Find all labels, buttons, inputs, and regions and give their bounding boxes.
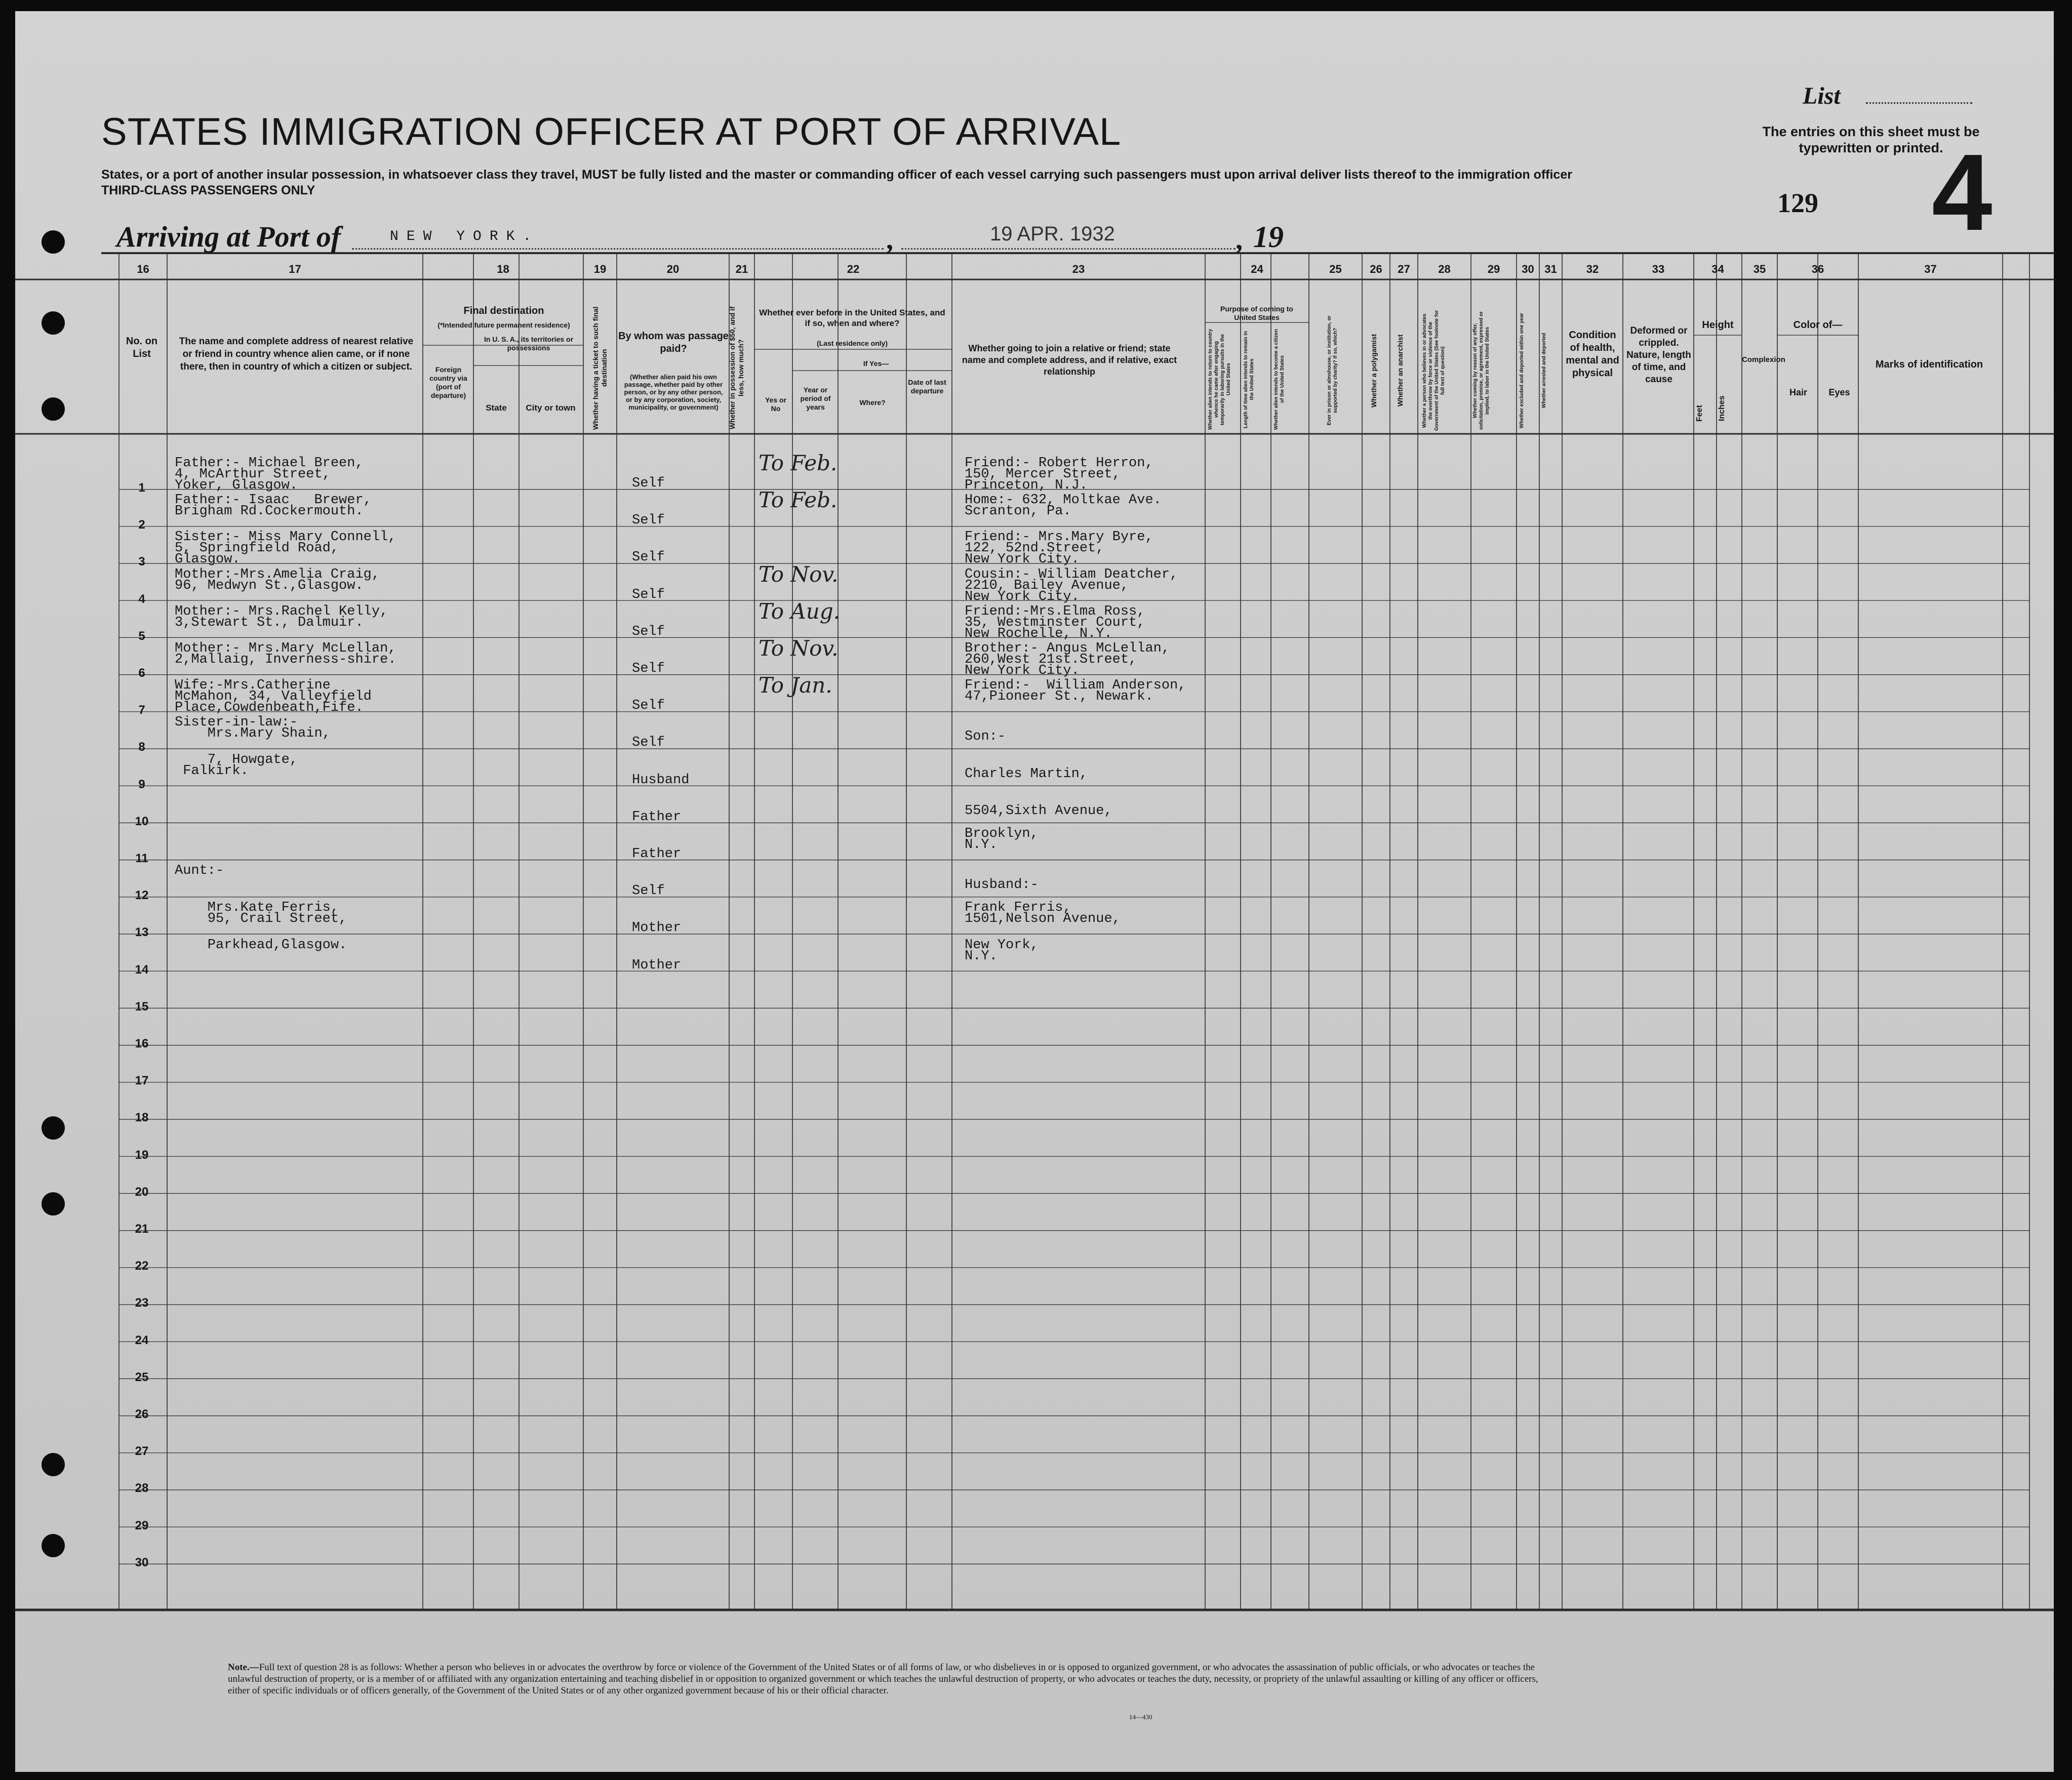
manifest-sheet [15,11,2054,1772]
header-instructions [101,167,1572,198]
relative-address-line: Glasgow. [175,552,241,568]
header-in-usa: In U. S. A., its territories or possessions [484,335,574,352]
relative-address-line: Mother:- Mrs.Mary McLellan, [175,641,396,656]
joining-contact-line: New York, [965,937,1039,953]
punch-hole [42,311,65,335]
handwritten-annotation: To Nov. [759,561,839,587]
joining-contact-line: 122, 52nd.Street, [965,541,1104,556]
joining-contact-line: 260,West 21st.Street, [965,652,1137,667]
joining-contact-line: Friend:- Robert Herron, [965,456,1153,471]
column-number-18: 18 [497,263,509,275]
column-number-36: 36 [1811,263,1824,275]
page-title: STATES IMMIGRATION OFFICER AT PORT OF ARRIVAL [101,110,1122,153]
header-ticket: Whether having a ticket to such final destination [591,306,608,430]
joining-contact-line: Home:- 632, Moltkae Ave. [965,493,1162,508]
relative-address-line: Sister:- Miss Mary Connell, [175,530,396,545]
punch-hole [42,1453,65,1476]
relative-address-line: 95, Crail Street, [175,911,347,927]
passage-paid-by: Father [632,809,682,825]
column-number-20: 20 [666,263,680,275]
date-dotted-line [901,248,1236,250]
header-joining: Whether going to join a relative or friend; state name and complete address, and if relative, exact relationship [962,343,1177,377]
row-number: 2 [138,518,145,532]
relative-address-line: Mrs.Mary Shain, [175,726,331,742]
column-number-37: 37 [1924,263,1937,275]
column-number-29: 29 [1487,263,1500,275]
header-prison: Ever in prison or almshouse, or institution, or supported by charity? If so, which? [1327,315,1338,426]
joining-contact-line: 47,Pioneer St., Newark. [965,689,1153,705]
header-if-yes: If Yes— [863,359,889,368]
header-feet: Feet [1695,405,1704,422]
relative-address-line: Brigham Rd.Cockermouth. [175,504,364,519]
header-polygamist: Whether a polygamist [1370,334,1378,408]
column-number-26: 26 [1370,263,1382,275]
comma-mark: , [1236,224,1243,256]
passage-paid-by: Husband [632,772,690,788]
header-no-on-list: No. on List [126,336,158,359]
joining-contact-line: Husband:- [965,877,1039,893]
form-number: 14—430 [1129,1713,1152,1721]
column-number-32: 32 [1586,263,1599,275]
list-label: List [1803,83,1841,109]
passage-paid-by: Self [632,698,665,714]
row-number: 12 [135,888,149,903]
column-number-17: 17 [289,263,301,275]
header-state: State [486,403,507,413]
joining-contact-line: N.Y. [965,837,998,853]
passage-paid-by: Mother [632,957,682,973]
row-number: 17 [135,1074,149,1088]
column-number-30: 30 [1522,263,1534,275]
relative-address-line: Parkhead,Glasgow. [175,937,347,953]
relative-address-line: 5, Springfield Road, [175,541,339,556]
header-purpose: Purpose of coming to United States [1220,305,1293,321]
row-number: 26 [135,1407,149,1421]
passage-paid-by: Self [632,513,665,529]
column-number-23: 23 [1072,263,1085,275]
row-number: 22 [135,1259,149,1273]
header-purpose-length: Length of time alien intends to remain in the United States [1243,331,1255,428]
footnote [228,1662,1544,1696]
header-final-destination: Final destination [463,305,544,316]
column-number-31: 31 [1544,263,1557,275]
year-prefix: 19 [1253,220,1284,254]
row-number: 24 [135,1333,149,1347]
header-hair: Hair [1789,387,1807,397]
relative-address-line: Mrs.Kate Ferris, [175,900,339,916]
footnote-text: Full text of question 28 is as follows: Whether a person who believes in or advocates the overthrow by force or violence of the Government of the United States or of all forms of law, or who disbelieves in or is opposed to organized government, or who advocates the assassination of public officials, or who advocates or teaches the unlawful destruction of property, or is a member of or affiliated with any organization entertaining and teaching disbelief in or opposition to organized government or which teaches the unlawful destruction of property, or who advocates or teaches the duty, necessity, or propriety of the unlawful assaulting or killing of any officer or officers, either of specific individuals or of officers generally, of the Government of the United States or of any other organized government because of his or their official character. [228,1662,1538,1696]
joining-contact-line: New York City. [965,552,1080,568]
joining-contact-line: New Rochelle, N.Y. [965,626,1112,641]
relative-address-line: Father:- Isaac Brewer, [175,493,372,508]
column-number-33: 33 [1652,263,1665,275]
header-marks: Marks of identification [1875,359,1983,370]
joining-contact-line: Brother:- Angus McLellan, [965,641,1170,656]
handwritten-annotation: To Aug. [759,598,841,624]
joining-contact-line: Scranton, Pa. [965,504,1071,519]
header-last-residence: (Last residence only) [816,339,888,347]
header-excluded: Whether excluded and deported within one year [1519,313,1525,428]
passage-paid-by: Self [632,476,665,491]
header-complexion: Complexion [1742,355,1785,364]
joining-contact-line: Princeton, N.J. [965,478,1088,493]
header-eyes: Eyes [1828,387,1850,397]
header-departure-date: Date of last departure [908,378,946,395]
arrival-date-stamp: 19 APR. 1932 [990,223,1115,245]
row-number: 14 [135,962,149,977]
relative-address-line: 3,Stewart St., Dalmuir. [175,615,364,630]
header-arrested: Whether arrested and deported [1541,333,1547,409]
row-number: 19 [135,1148,149,1162]
row-number: 7 [138,703,145,717]
joining-contact-line: Cousin:- William Deatcher, [965,567,1178,582]
relative-address-line: 2,Mallaig, Inverness-shire. [175,652,396,667]
joining-contact-line: Friend:- Mrs.Mary Byre, [965,530,1153,545]
header-deformed: Deformed or crippled. Nature, length of time, and cause [1626,326,1691,385]
port-of-arrival: NEW YORK. [390,229,540,245]
handwritten-annotation: To Jan. [759,673,832,698]
row-number: 9 [138,777,145,791]
row-number: 8 [138,740,145,754]
header-years: Year or period of years [800,386,831,411]
column-number-35: 35 [1753,263,1766,275]
relative-address-line: Sister-in-law:- [175,715,298,731]
handwritten-annotation: To Nov. [759,636,839,661]
passage-paid-by: Self [632,661,665,676]
row-number: 4 [138,592,145,606]
header-yes-no: Yes or No [765,396,787,413]
header-color: Color of— [1793,319,1843,331]
relative-address-line: Mother:-Mrs.Amelia Craig, [175,567,380,582]
arriving-label: Arriving at Port of [116,220,341,253]
row-number: 15 [135,999,149,1014]
joining-contact-line: 35, Westminster Court, [965,615,1145,630]
list-number-line [1866,102,1972,104]
header-inches: Inches [1718,395,1726,422]
header-money: Whether in possession of $50, and if less, how much? [728,306,745,430]
relative-address-line: Falkirk. [175,763,249,779]
row-number: 27 [135,1444,149,1459]
punch-hole [42,1116,65,1140]
joining-contact-line: Frank Ferris, [965,900,1071,916]
relative-address-line: 4, McArthur Street, [175,467,331,482]
joining-contact-line: 5504,Sixth Avenue, [965,803,1112,819]
punch-hole [42,1192,65,1216]
column-number-19: 19 [593,263,607,275]
third-class-notice: THIRD-CLASS PASSENGERS ONLY [101,183,315,197]
comma-mark: , [886,224,893,256]
joining-contact-line: N.Y. [965,948,998,964]
punch-hole [42,230,65,254]
row-number: 10 [135,814,149,828]
passage-paid-by: Self [632,883,665,899]
row-number: 6 [138,666,145,680]
stamp-number: 129 [1777,188,1818,218]
row-number: 11 [135,852,148,865]
joining-contact-line: New York City. [965,663,1080,678]
header-labor-offer: Whether coming by reason of any offer, solicitation, promise, or agreement, expressed or implied, to labor in the United States [1472,311,1490,430]
header-passage-paid: By whom was passage paid? [618,331,729,354]
row-number: 18 [135,1111,149,1125]
header-nearest-relative: The name and complete address of nearest relative or friend in country whence alien came, or if none there, then in country of which a citizen or subject. [179,336,414,372]
header-purpose-citizen: Whether alien intends to become a citizen of the United States [1273,329,1285,430]
row-number: 3 [138,555,145,569]
relative-address-line: McMahon, 34, Valleyfield [175,689,372,705]
row-number: 21 [135,1222,149,1236]
joining-contact-line: Son:- [965,729,1006,745]
relative-address-line: Mother:- Mrs.Rachel Kelly, [175,603,388,619]
typewritten-note: The entries on this sheet must be typewritten or printed. [1762,124,1980,155]
joining-contact-line: Charles Martin, [965,766,1088,782]
row-number: 13 [135,925,149,940]
header-passage-paid-note: (Whether alien paid his own passage, whether paid by other person, or by any other person, or by any corporation, society, municipality, or government) [624,373,723,411]
header-overthrow: Whether a person who believes in or advocates the overthrow by force or violence of the Government of the United States (See footnote for full text of question) [1422,310,1446,431]
header-anarchist: Whether an anarchist [1396,334,1404,407]
handwritten-annotation: To Feb. [759,451,838,475]
joining-contact-line: 150, Mercer Street, [965,467,1121,482]
passage-paid-by: Mother [632,920,682,936]
column-number-21: 21 [735,263,748,275]
header-city: City or town [526,403,576,413]
column-number-25: 25 [1329,263,1342,275]
column-number-28: 28 [1438,263,1451,275]
header-height: Height [1702,319,1734,331]
joining-contact-line: Brooklyn, [965,826,1039,841]
relative-address-line: 7, Howgate, [175,752,298,767]
passage-paid-by: Self [632,587,665,602]
column-number-16: 16 [137,263,149,275]
header-foreign-country: Foreign country via (port of departure) [429,366,467,399]
relative-address-line: 96, Medwyn St.,Glasgow. [175,578,364,593]
passage-paid-by: Self [632,550,665,565]
handwritten-annotation: To Feb. [759,488,838,513]
row-number: 23 [135,1296,149,1310]
row-number: 1 [138,481,145,495]
column-number-22: 22 [847,263,860,275]
row-number: 30 [135,1555,149,1569]
punch-hole [42,397,65,421]
joining-contact-line: Friend:- William Anderson, [965,678,1186,694]
header-instructions-line-1: States, or a port of another insular possession, in whatsoever class they travel, MUST be fully listed and the master or commanding officer of each vessel carrying such passengers must upon arrival deliver lists thereof to the immigration officer [101,168,1572,182]
row-number: 16 [135,1037,149,1050]
row-number: 28 [135,1481,149,1495]
row-number: 5 [138,629,145,643]
joining-contact-line: Friend:-Mrs.Elma Ross, [965,603,1145,619]
footnote-label: Note.— [228,1662,259,1673]
punch-hole [42,1534,65,1557]
header-final-destination-note: (*Intended future permanent residence) [437,321,570,329]
row-number: 25 [135,1370,149,1384]
header-health: Condition of health, mental and physical [1566,330,1619,379]
column-number-34: 34 [1711,263,1724,275]
relative-address-line: Yoker, Glasgow. [175,478,298,493]
passage-paid-by: Self [632,624,665,639]
row-number: 20 [135,1185,149,1199]
header-where: Where? [859,398,886,407]
joining-contact-line: 2210, Bailey Avenue, [965,578,1129,593]
header-previously-in-us: Whether ever before in the United States, and if so, when and where? [759,308,945,328]
row-number: 29 [135,1518,149,1532]
joining-contact-line: 1501,Nelson Avenue, [965,911,1121,927]
column-number-27: 27 [1398,263,1410,275]
passage-paid-by: Father [632,846,682,862]
relative-address-line: Wife:-Mrs.Catherine [175,678,331,694]
relative-address-line: Father:- Michael Breen, [175,456,364,471]
relative-address-line: Place,Cowdenbeath,Fife. [175,700,364,716]
sheet-number: 4 [1932,131,1993,253]
relative-address-line: Aunt:- [175,863,224,879]
port-dotted-line [352,248,884,250]
header-purpose-return: Whether alien intends to return to country whence he came after engaging temporarily in laboring pursuits in the United States [1208,329,1231,430]
joining-contact-line: New York City. [965,589,1080,604]
column-number-24: 24 [1251,263,1263,275]
passage-paid-by: Self [632,735,665,751]
